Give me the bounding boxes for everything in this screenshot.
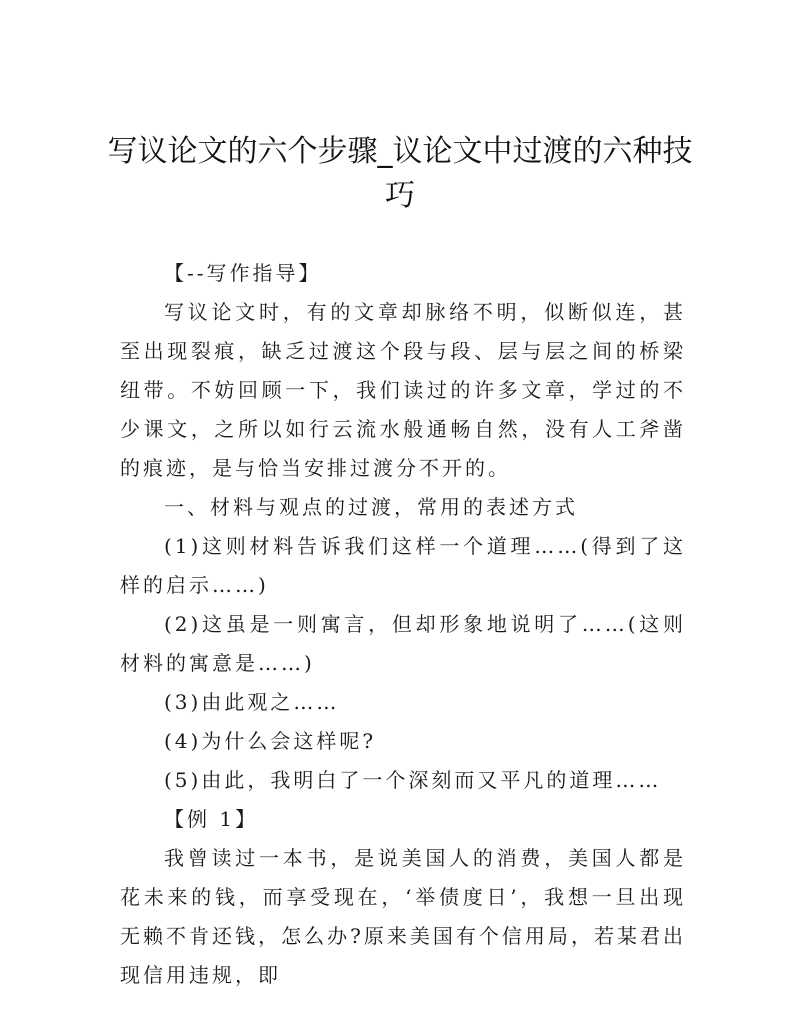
section-heading: 一、材料与观点的过渡，常用的表述方式 xyxy=(164,495,578,519)
document-body xyxy=(120,254,686,995)
example-label: 【例 1】 xyxy=(164,807,259,831)
list-item: (2)这虽是一则寓言，但却形象地说明了……(这则材料的寓意是……) xyxy=(120,612,686,675)
document-title: 写议论文的六个步骤_议论文中过渡的六种技巧 xyxy=(107,134,693,213)
intro-paragraph: 写议论文时，有的文章却脉络不明，似断似连，甚至出现裂痕，缺乏过渡这个段与段、层与层之间的桥梁纽带。不妨回顾一下，我们读过的许多文章，学过的不少课文，之所以如行云流水般通畅自然，没有人工斧凿的痕迹，是与恰当安排过渡分不开的。 xyxy=(120,300,686,480)
list-item: (4)为什么会这样呢? xyxy=(164,729,377,753)
section-tag: 【--写作指导】 xyxy=(164,261,322,285)
example-paragraph: 我曾读过一本书，是说美国人的消费，美国人都是花未来的钱，而享受现在，‘举债度日’，我想一旦出现无赖不肯还钱，怎么办?原来美国有个信用局，若某君出现信用违规，即 xyxy=(120,846,686,987)
list-item: (3)由此观之…… xyxy=(164,690,340,714)
list-item: (1)这则材料告诉我们这样一个道理……(得到了这样的启示……) xyxy=(120,534,686,597)
list-item: (5)由此，我明白了一个深刻而又平凡的道理…… xyxy=(164,768,662,792)
